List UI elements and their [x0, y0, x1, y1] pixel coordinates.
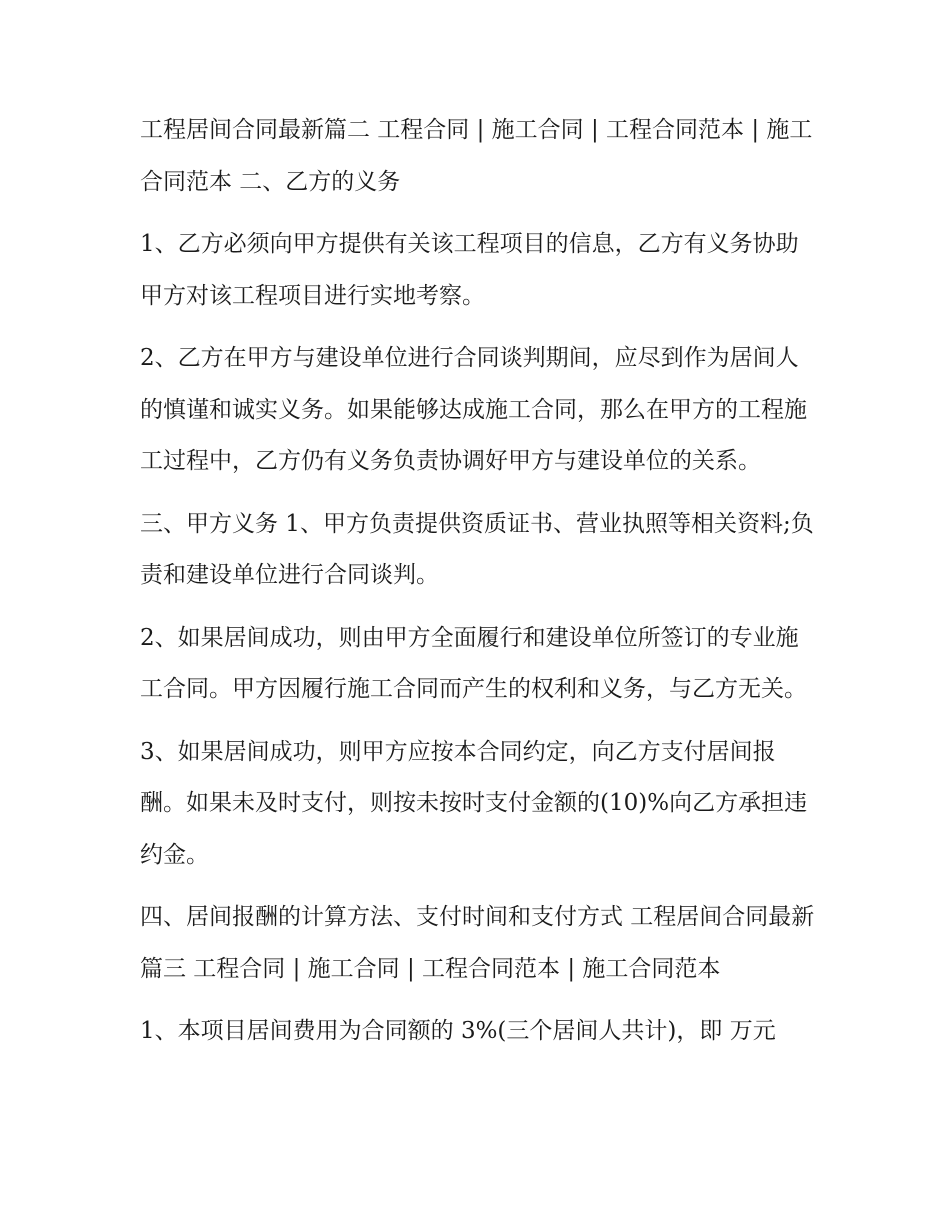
paragraph-clause-2-2: 2、乙方在甲方与建设单位进行合同谈判期间，应尽到作为居间人的慎谨和诚实义务。如果能够达成施工合同，那么在甲方的工程施工过程中，乙方仍有义务负责协调好甲方与建设单位的关系。	[140, 345, 807, 474]
document-page	[140, 105, 820, 1069]
paragraph-section-3-clause-1: 三、甲方义务 1、甲方负责提供资质证书、营业执照等相关资料;负责和建设单位进行合同谈判。	[140, 510, 814, 588]
paragraph-clause-3-3: 3、如果居间成功，则甲方应按本合同约定，向乙方支付居间报酬。如果未及时支付，则按未按时支付金额的(10)%向乙方承担违约金。	[140, 738, 808, 868]
paragraph-heading-section-2: 工程居间合同最新篇二 工程合同 | 施工合同 | 工程合同范本 | 施工合同范本 二、乙方的义务	[140, 117, 813, 195]
paragraph-section-4-heading: 四、居间报酬的计算方法、支付时间和支付方式 工程居间合同最新篇三 工程合同 | 施工合同 | 工程合同范本 | 施工合同范本	[140, 904, 815, 982]
paragraph-clause-2-1: 1、乙方必须向甲方提供有关该工程项目的信息，乙方有义务协助甲方对该工程项目进行实地考察。	[140, 231, 799, 309]
paragraph-clause-4-1: 1、本项目居间费用为合同额的 3%(三个居间人共计)，即 万元	[140, 1018, 776, 1044]
paragraph-clause-3-2: 2、如果居间成功，则由甲方全面履行和建设单位所签订的专业施工合同。甲方因履行施工合同而产生的权利和义务，与乙方无关。	[140, 624, 807, 702]
